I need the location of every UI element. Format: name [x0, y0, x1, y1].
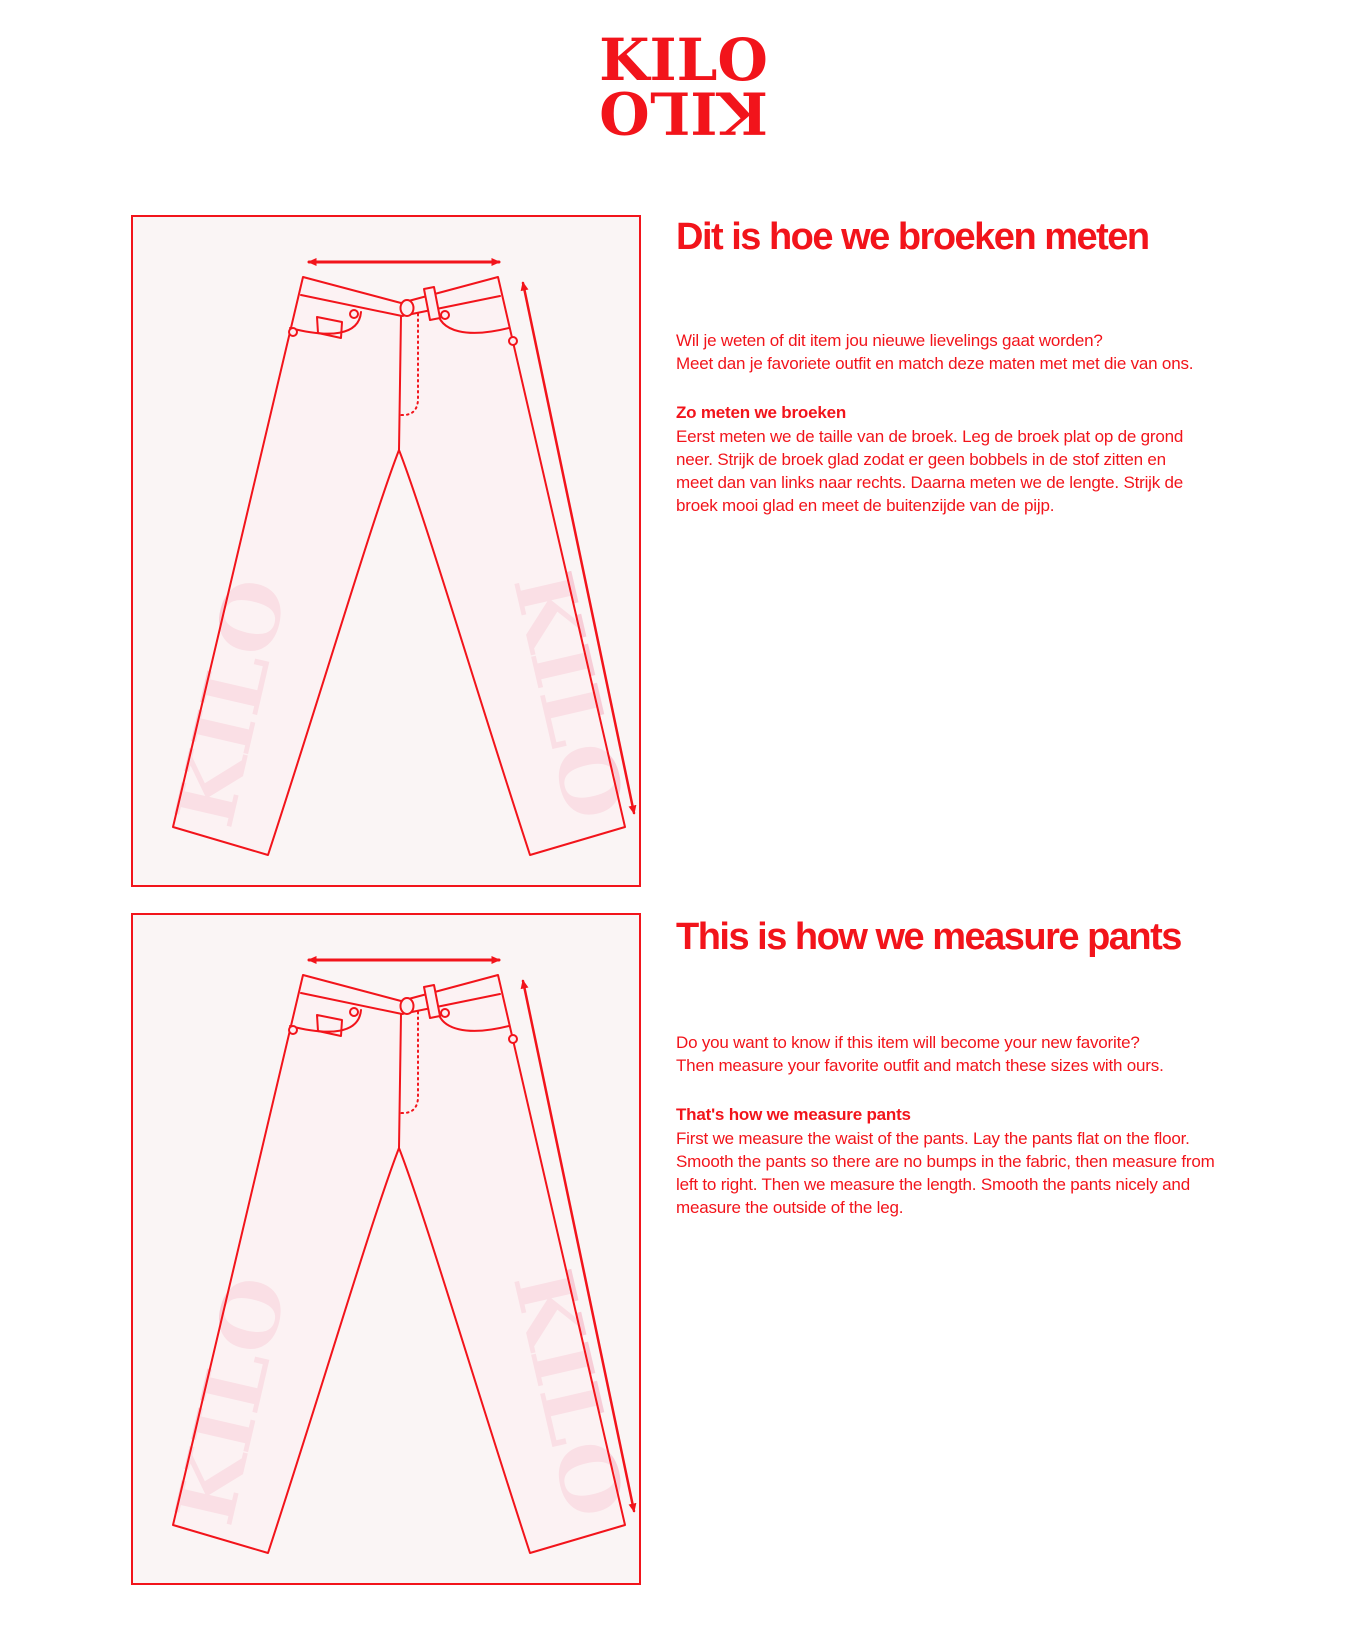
pants-figure-nl [131, 215, 641, 887]
brand-logo [0, 26, 1367, 147]
body-line: left to right. Then we measure the length. Smooth the pants nicely and [676, 1175, 1190, 1194]
pants-illustration [133, 915, 639, 1583]
body-line: Smooth the pants so there are no bumps in the fabric, then measure from [676, 1152, 1215, 1171]
heading-en: This is how we measure pants [676, 916, 1181, 958]
intro-nl [676, 329, 1193, 375]
intro-line: Do you want to know if this item will become your new favorite? [676, 1033, 1140, 1052]
body-line: Eerst meten we de taille van de broek. Leg de broek plat op de grond [676, 427, 1184, 446]
pants-figure-en [131, 913, 641, 1585]
intro-line: Wil je weten of dit item jou nieuwe lievelings gaat worden? [676, 331, 1103, 350]
body-line: neer. Strijk de broek glad zodat er geen bobbels in de stof zitten en [676, 450, 1166, 469]
body-line: broek mooi glad en meet de buitenzijde van de pijp. [676, 496, 1055, 515]
body-line: measure the outside of the leg. [676, 1198, 904, 1217]
body-en [676, 1127, 1215, 1219]
subheading-en: That's how we measure pants [676, 1105, 911, 1124]
pants-illustration [133, 217, 639, 885]
heading-nl: Dit is hoe we broeken meten [676, 216, 1149, 258]
subheading-nl: Zo meten we broeken [676, 403, 847, 422]
body-nl [676, 425, 1183, 517]
body-line: First we measure the waist of the pants. Lay the pants flat on the floor. [676, 1129, 1190, 1148]
intro-line: Then measure your favorite outfit and match these sizes with ours. [676, 1056, 1164, 1075]
intro-line: Meet dan je favoriete outfit en match deze maten met met die van ons. [676, 354, 1194, 373]
logo-wordmark: KILO [599, 26, 768, 94]
logo-wordmark-flipped: KILO [599, 78, 768, 147]
body-line: meet dan van links naar rechts. Daarna meten we de lengte. Strijk de [676, 473, 1184, 492]
intro-en [676, 1031, 1164, 1077]
